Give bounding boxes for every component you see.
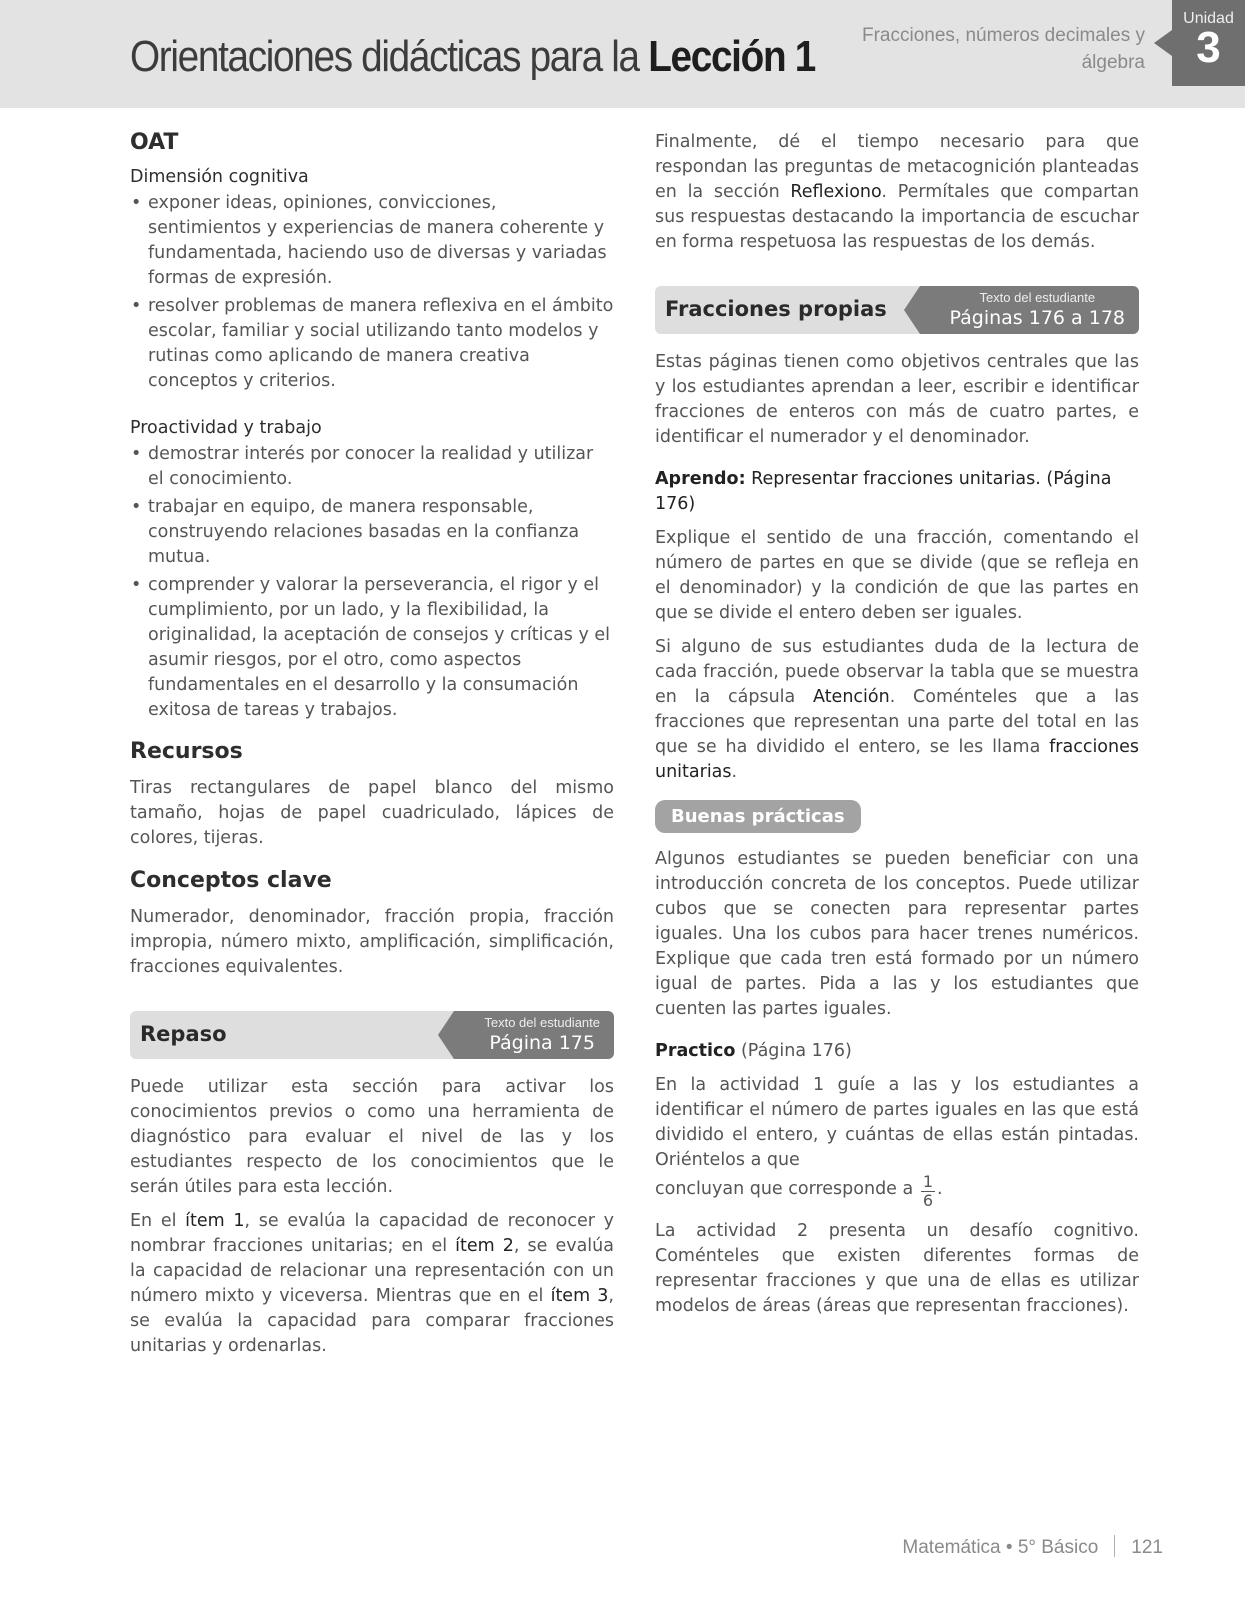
- atencion-ref: Atención: [813, 687, 890, 707]
- unit-number: 3: [1196, 23, 1221, 72]
- fracciones-ref-pages: Páginas 176 a 178: [949, 307, 1125, 329]
- list-item: • trabajar en equipo, de manera responsable, construyendo relaciones basadas en la confianza mutua.: [130, 495, 614, 570]
- practico-paragraph-1-end: concluyan que corresponde a $\frac{1}{6}$ .: [655, 1172, 943, 1210]
- footer-book: Matemática • 5° Básico: [902, 1537, 1099, 1558]
- repaso-paragraph-1: Puede utilizar esta sección para activar los conocimientos previos o como una herramienta de diagnóstico para evaluar el nivel de las y los estudiantes respecto de los conocimientos que le serán útiles para esta lección.: [130, 1077, 614, 1197]
- reflexiono-ref: Reflexiono: [790, 182, 882, 202]
- repaso-page-ref: [454, 1011, 614, 1059]
- page-title-lesson: Lección 1: [648, 32, 815, 81]
- buenas-practicas-paragraph: Algunos estudiantes se pueden beneficiar con una introducción concreta de los conceptos. Puede utilizar cubos que se conecten para representar partes iguales. Una los cubos para hacer trenes numéricos. Explique que cada tren está formado por un número igual de partes. Pida a las y los estudiantes que cuenten las partes iguales.: [655, 849, 1139, 1019]
- oat-heading: OAT: [130, 130, 179, 155]
- practico-paragraph-2: La actividad 2 presenta un desafío cognitivo. Coménteles que existen diferentes formas de representar fracciones y que una de ellas es utilizar modelos de áreas (áreas que representan fracciones).: [655, 1221, 1139, 1316]
- page-footer: [902, 1535, 1163, 1559]
- unit-subtitle: Fracciones, números decimales y álgebra: [862, 25, 1145, 73]
- page-title: [130, 32, 815, 82]
- fracciones-section-bar: [655, 286, 1139, 334]
- conceptos-text: Numerador, denominador, fracción propia, fracción impropia, número mixto, amplificación, simplificación, fracciones equivalentes.: [130, 907, 614, 977]
- fracciones-paragraph: Estas páginas tienen como objetivos centrales que las y los estudiantes aprendan a leer, escribir e identificar fracciones de enteros con más de cuatro partes, e identificar el numerador y el denominador.: [655, 352, 1139, 447]
- aprendo-label: Aprendo:: [655, 469, 746, 489]
- proactividad-heading: Proactividad y trabajo: [130, 418, 322, 438]
- page-header: [0, 0, 1245, 108]
- fracciones-page-ref: [920, 286, 1139, 334]
- list-item: • demostrar interés por conocer la realidad y utilizar el conocimiento.: [130, 442, 614, 492]
- left-column: [130, 130, 614, 1368]
- recursos-text: Tiras rectangulares de papel blanco del mismo tamaño, hojas de papel cuadriculado, lápices de colores, tijeras.: [130, 778, 614, 848]
- fracciones-title: Fracciones propias: [665, 297, 887, 321]
- item-1-ref: ítem 1: [185, 1211, 245, 1231]
- item-3-ref: ítem 3: [550, 1286, 609, 1306]
- final-paragraph: Finalmente, dé el tiempo necesario para que respondan las preguntas de metacognición planteadas en la sección Reflexiono. Permítales que compartan sus respuestas destacando la importancia de escuchar en forma respetuosa las respuestas de los demás.: [655, 132, 1139, 252]
- right-column: [655, 130, 1139, 1328]
- page-title-prefix: Orientaciones didácticas para la: [130, 32, 639, 81]
- unit-tab: [1172, 0, 1245, 86]
- fraction-one-sixth: $\frac{1}{6}$: [922, 1172, 933, 1210]
- list-item: • exponer ideas, opiniones, convicciones, sentimientos y experiencias de manera coherente y fundamentada, haciendo uso de diversas y variadas formas de expresión.: [130, 191, 614, 291]
- proactividad-list: [130, 442, 614, 723]
- practico-paragraph-1: En la actividad 1 guíe a las y los estudiantes a identificar el número de partes iguales en las que está dividido el entero, y cuántas de ellas están pintadas. Oriéntelos a que: [655, 1075, 1139, 1170]
- list-item: • resolver problemas de manera reflexiva en el ámbito escolar, familiar y social utilizando tanto modelos y rutinas como aplicando de manera creativa conceptos y criterios.: [130, 294, 614, 394]
- repaso-section-bar: [130, 1011, 614, 1059]
- recursos-heading: Recursos: [130, 739, 243, 764]
- repaso-ref-page: Página 175: [489, 1032, 595, 1054]
- aprendo-paragraph-2: Si alguno de sus estudiantes duda de la lectura de cada fracción, puede observar la tabla que se muestra en la cápsula Atención. Coménteles que a las fracciones que representan una parte del total en las que se ha dividido el entero, se les llama fracciones unitarias.: [655, 637, 1139, 782]
- repaso-paragraph-2: En el ítem 1, se evalúa la capacidad de reconocer y nombrar fracciones unitarias; en el ítem 2, se evalúa la capacidad de relacionar una representación con un número mixto y viceversa. Mientras que en el ítem 3, se evalúa la capacidad para comparar fracciones unitarias y ordenarlas.: [130, 1211, 614, 1356]
- aprendo-paragraph-1: Explique el sentido de una fracción, comentando el número de partes en que se divide (que se refleja en el denominador) y la condición de que las partes en que se divide el entero deben ser iguales.: [655, 528, 1139, 623]
- item-2-ref: ítem 2: [455, 1236, 514, 1256]
- aprendo-line: Aprendo: Representar fracciones unitarias. (Página 176): [655, 469, 1112, 514]
- practico-line: Practico (Página 176): [655, 1041, 852, 1061]
- practico-label: Practico: [655, 1041, 736, 1061]
- page-number: 121: [1131, 1537, 1163, 1558]
- repaso-title: Repaso: [140, 1022, 227, 1046]
- dim-cognitiva-list: [130, 191, 614, 394]
- fracciones-ref-label: Texto del estudiante: [979, 290, 1096, 305]
- repaso-ref-label: Texto del estudiante: [484, 1015, 600, 1030]
- unit-label: Unidad: [1183, 10, 1234, 27]
- dim-cognitiva-heading: Dimensión cognitiva: [130, 167, 309, 187]
- list-item: • comprender y valorar la perseverancia, el rigor y el cumplimiento, por un lado, y la flexibilidad, la originalidad, la aceptación de consejos y críticas y el asumir riesgos, por el otro, como aspectos fundamentales en el desarrollo y la consumación exitosa de tareas y trabajos.: [130, 573, 614, 723]
- fracciones-unitarias-ref: fracciones unitarias: [655, 737, 1139, 782]
- conceptos-heading: Conceptos clave: [130, 868, 332, 893]
- footer-divider: [1114, 1535, 1115, 1557]
- buenas-practicas-badge: Buenas prácticas: [655, 800, 861, 833]
